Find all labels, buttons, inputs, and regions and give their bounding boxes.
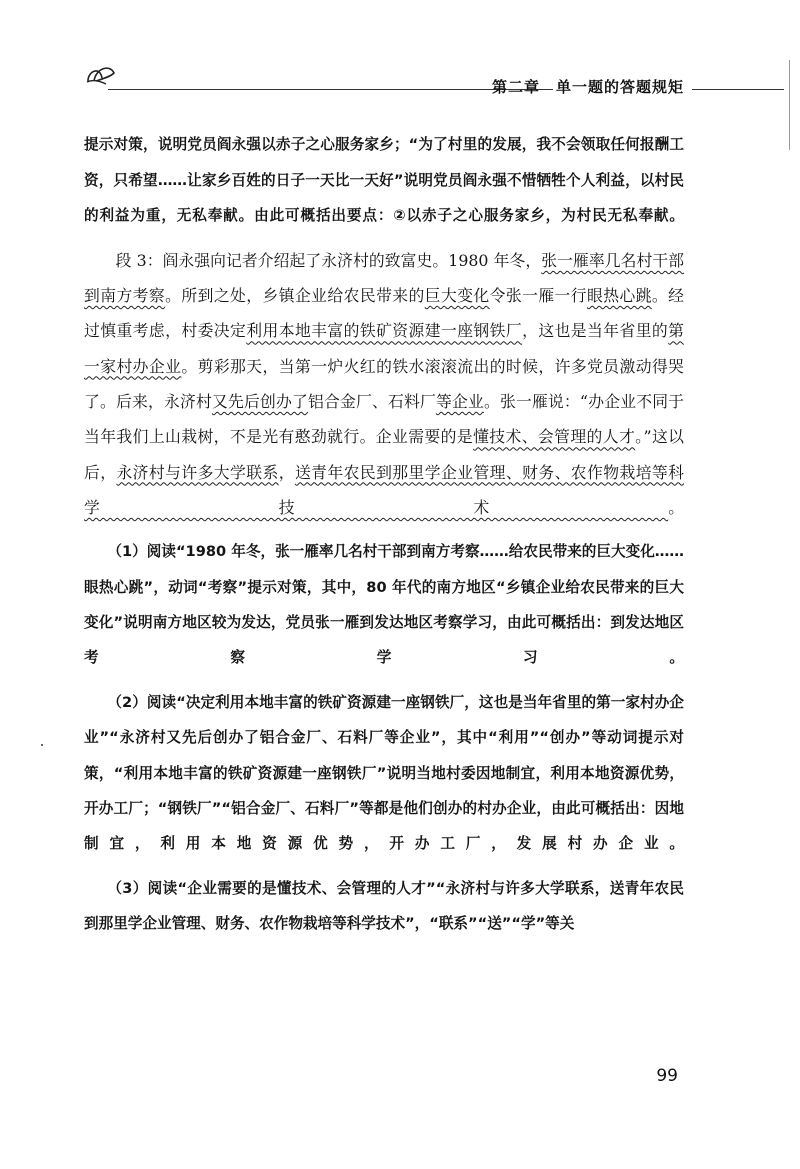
passage-text: 段 3：阎永强向记者介绍起了永济村的致富史。1980 年冬， (115, 250, 542, 270)
paragraph-passage-3 (84, 243, 684, 525)
header-rule-right (692, 89, 784, 90)
underlined-phrase: 眼热心跳 (587, 286, 652, 306)
passage-text: 。经过慎重考虑，村委决定 (84, 286, 684, 341)
paragraph-analysis-1: （1）阅读“1980 年冬，张一雁率几名村干部到南方考察……给农民带来的巨大变化……眼热心跳”，动词“考察”提示对策，其中，80 年代的南方地区“乡镇企业给农民带来的巨大变化”说明南方地区较为发达，党员张一雁到发达地区考察学习，由此可概括出：到发达地区考察学习。 (84, 543, 684, 667)
underlined-phrase: 第一家村办企业 (84, 321, 684, 376)
body-text (84, 127, 684, 951)
page-number: 99 (656, 1066, 678, 1086)
passage-text: 铝合金厂、石料厂 (307, 391, 436, 411)
underlined-phrase: 懂技术、会管理的人才 (473, 427, 636, 447)
passage-text: 。张一雁说：“办企业不同于当年我们上山栽树，不是光有憨劲就行。企业需要的是 (84, 391, 684, 447)
chapter-title: 第二章 单一题的答题规矩 (491, 78, 684, 96)
passage-text: 。 (668, 497, 684, 517)
underlined-phrase: 张一雁率几名村干部到南方考察 (84, 250, 684, 306)
page-header (84, 58, 784, 98)
underlined-phrase: 永济村与许多大学联系 (116, 462, 279, 482)
passage-text: ， (278, 462, 295, 482)
paragraph-analysis-3: （3）阅读“企业需要的是懂技术、会管理的人才”“永济村与许多大学联系，送青年农民到那里学企业管理、财务、农作物栽培等科学技术”，“联系”“送”“学”等关 (84, 879, 684, 933)
passage-text: 。”这以后， (84, 427, 684, 482)
paragraph-analysis-2: （2）阅读“决定利用本地丰富的铁矿资源建一座钢铁厂，这也是当年省里的第一家村办企业”“永济村又先后创办了铝合金厂、石料厂等企业”，其中“利用”“创办”等动词提示对策，“利用本地丰富的铁矿资源建一座钢铁厂”说明当地村委因地制宜，利用本地资源优势，开办工厂；“钢铁厂”“铝合金厂、石料厂”等都是他们创办的村办企业，由此可概括出：因地制宜，利用本地资源优势，开办工厂，发展村办企业。 (84, 693, 684, 853)
underlined-phrase: 利用本地丰富的铁矿资源建一座钢铁厂 (246, 321, 523, 341)
passage-text: 令张一雁一行 (489, 286, 588, 306)
passage-text: 。剪彩那天，当第一炉火红的铁水滚滚流出的时候，许多党员激动得哭了。后来，永济村 (84, 356, 684, 411)
underlined-phrase: 等企业 (435, 391, 484, 411)
paragraph-summary: 提示对策，说明党员阎永强以赤子之心服务家乡；“为了村里的发展，我不会领取任何报酬工资，只希望……让家乡百姓的日子一天比一天好”说明党员阎永强不惜牺牲个人利益，以村民的利益为重，无私奉献。由此可概括出要点：②以赤子之心服务家乡，为村民无私奉献。 (84, 136, 684, 225)
passage-text: ，这也是当年省里的 (522, 321, 669, 341)
underlined-phrase: 送青年农民到那里学企业管理、财务、农作物栽培等科学技术 (84, 462, 684, 517)
leaf-sprout-icon (84, 58, 120, 86)
margin-dot (41, 744, 43, 746)
underlined-phrase: 巨大变化 (424, 286, 490, 306)
page-edge-mark (789, 60, 790, 150)
underlined-phrase: 又先后创办了 (211, 391, 308, 411)
passage-text: 。所到之处，乡镇企业给农民带来的 (165, 286, 425, 306)
